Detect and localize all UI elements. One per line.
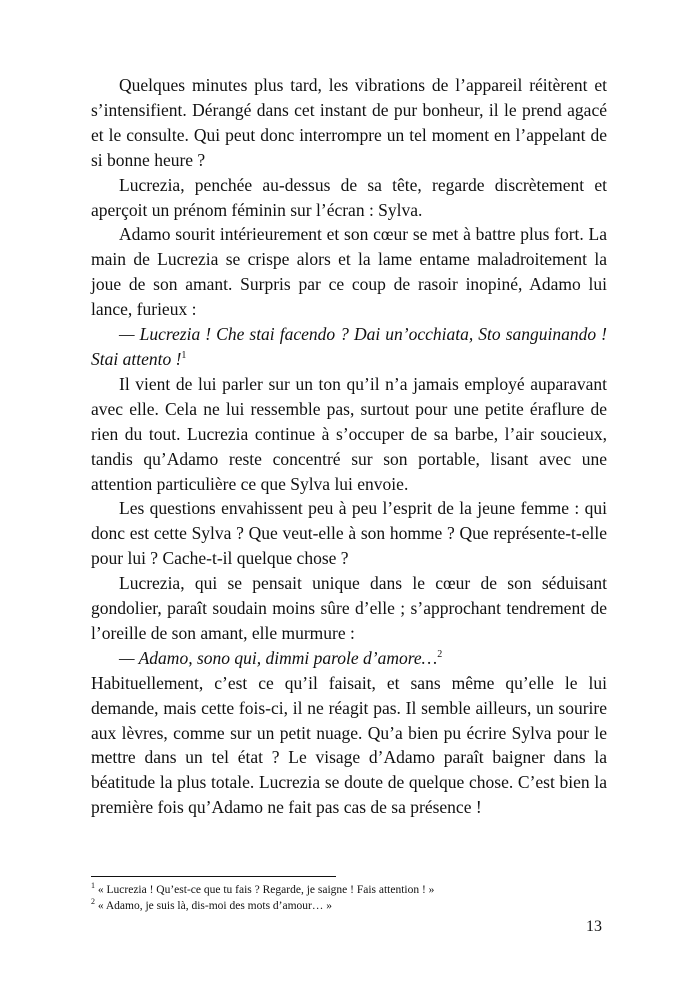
dialogue-2-text: — Adamo, sono qui, dimmi parole d’amore… [119, 647, 438, 668]
footnote-1 [91, 882, 611, 898]
dialogue-1-text: — Lucrezia ! Che stai facendo ? Dai un’occhiata, Sto sanguinando ! Stai attento ! [91, 324, 607, 369]
paragraph-5: Les questions envahissent peu à peu l’esprit de la jeune femme : qui donc est cette Sylva ? Que veut-elle à son homme ? Que représente-t-elle pour lui ? Cache-t-il quelque chose ? [91, 498, 607, 569]
dialogue-2 [91, 646, 607, 671]
footnote-1-text: « Lucrezia ! Qu’est-ce que tu fais ? Regarde, je saigne ! Fais attention ! » [97, 884, 435, 896]
page-number: 13 [586, 918, 602, 935]
paragraph-2: Lucrezia, penchée au-dessus de sa tête, regarde discrètement et aperçoit un prénom féminin sur l’écran : Sylva. [91, 174, 607, 220]
footnote-1-number: 1 [91, 881, 95, 891]
footnote-ref-2: 2 [437, 649, 443, 661]
footnote-ref-1: 1 [181, 350, 187, 362]
footnote-2-number: 2 [91, 897, 95, 907]
footnote-divider [91, 876, 336, 877]
paragraph-4: Il vient de lui parler sur un ton qu’il n’a jamais employé auparavant avec elle. Cela ne lui ressemble pas, surtout pour une petite éraflure de rien du tout. Lucrezia continue à s’occuper de sa barbe, l’air soucieux, tandis qu’Adamo reste concentré sur son portable, lisant avec une attention particulière ce que Sylva lui envoie. [91, 373, 607, 494]
paragraph-1: Quelques minutes plus tard, les vibrations de l’appareil réitèrent et s’intensifient. Dérangé dans cet instant de pur bonheur, il le prend agacé et le consulte. Qui peut donc interrompre un tel moment en l’appelant de si bonne heure ? [91, 75, 607, 170]
paragraph-6: Lucrezia, qui se pensait unique dans le cœur de son séduisant gondolier, paraît soudain moins sûre d’elle ; s’approchant tendrement de l’oreille de son amant, elle murmure : [91, 573, 607, 643]
paragraph-3: Adamo sourit intérieurement et son cœur se met à battre plus fort. La main de Lucrezia se crispe alors et la lame entame maladroitement la joue de son amant. Surpris par ce coup de rasoir inopiné, Adamo lui lance, furieux : [91, 224, 607, 320]
page-body [91, 73, 607, 820]
body-text [91, 73, 607, 820]
footnote-2 [91, 898, 611, 914]
footnote-2-text: « Adamo, je suis là, dis-moi des mots d’amour… » [97, 900, 333, 912]
paragraph-7: Habituellement, c’est ce qu’il faisait, et sans même qu’elle le lui demande, mais cette fois-ci, il ne réagit pas. Il semble ailleurs, un sourire aux lèvres, comme sur un petit nuage. Qu’a bien pu écrire Sylva pour le mettre dans un tel état ? Le visage d’Adamo paraît baigner dans la béatitude la plus totale. Lucrezia se doute de quelque chose. C’est bien la première fois qu’Adamo ne fait pas cas de sa présence ! [91, 672, 607, 818]
dialogue-1 [91, 322, 607, 372]
footnotes [91, 882, 611, 914]
